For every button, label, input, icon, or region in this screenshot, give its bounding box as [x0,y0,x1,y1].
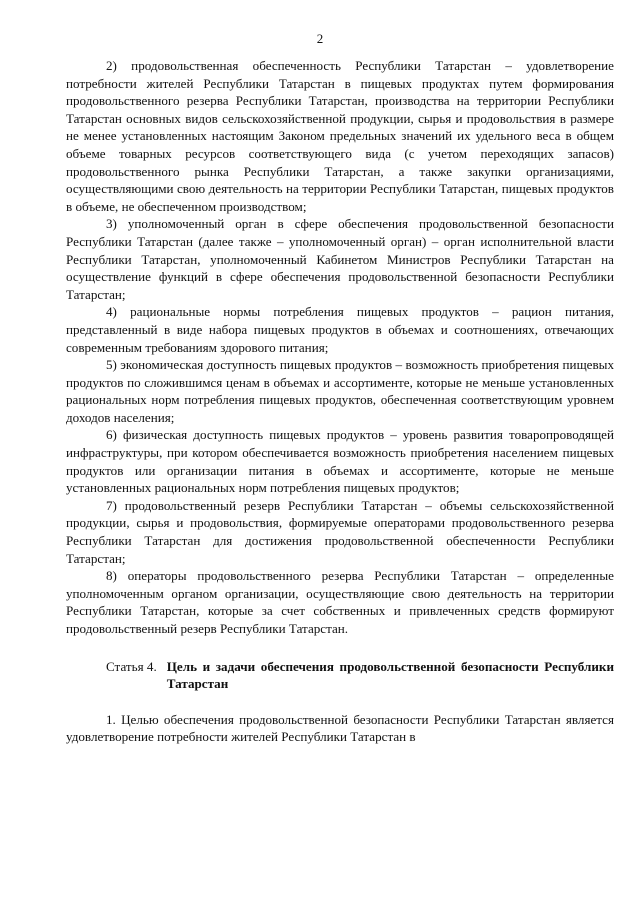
definition-paragraph: 3) уполномоченный орган в сфере обеспечения продовольственной безопасности Республики Татарстан (далее также – уполномоченный орган) – орган исполнительной власти Республики Татарстан, уполномоченный Кабинетом Министров Республики Татарстан на осуществление функций в сфере обеспечения продовольственной безопасности Республики Татарстан; [66,216,614,302]
article-paragraph: 1. Целью обеспечения продовольственной безопасности Республики Татарстан является удовлетворение потребности жителей Республики Татарстан в [66,711,614,745]
article-title: Цель и задачи обеспечения продовольственной безопасности Республики Татарстан [166,658,614,692]
article-heading [66,658,614,693]
article-label: Статья 4. [106,658,157,674]
page-number: 2 [316,31,324,46]
definition-paragraph: 4) рациональные нормы потребления пищевых продуктов – рацион питания, представленный в виде набора пищевых продуктов в объемах и соотношениях, отвечающих современным требованиям здорового питания; [66,304,614,355]
document-body [66,57,614,746]
definition-paragraph: 7) продовольственный резерв Республики Татарстан – объемы сельскохозяйственной продукции, сырья и продовольствия, формируемые операторами продовольственного резерва Республики Татарстан для достижения продовольственной обеспеченности Республики Татарстан; [66,497,614,566]
definition-paragraph: 5) экономическая доступность пищевых продуктов – возможность приобретения пищевых продуктов по сложившимся ценам в объемах и ассортименте, которые не меньше установленных рациональных норм потребления пищевых продуктов, обеспеченная соответствующим уровнем доходов населения; [66,357,614,425]
definition-paragraph: 2) продовольственная обеспеченность Республики Татарстан – удовлетворение потребности жителей Республики Татарстан в пищевых продуктах путем формирования продовольственного резерва Республики Татарстан, производства на территории Республики Татарстан основных видов сельскохозяйственной продукции, сырья и продовольствия в размере не менее установленных настоящим Законом предельных значений их удельного веса в общем объеме товарных ресурсов соответствующего вида (с учетом переходящих запасов) продовольственного рынка Республики Татарстан, а также закупки организациями, осуществляющими свою деятельность на территории Республики Татарстан, пищевых продуктов в объеме, не обеспеченном производством; [66,58,614,214]
definition-paragraph: 6) физическая доступность пищевых продуктов – уровень развития товаропроводящей инфраструктуры, при котором обеспечивается возможность приобретения населением пищевых продуктов или организации питания в объемах и ассортименте, которые не меньше установленных рациональных норм потребления пищевых продуктов; [66,427,614,496]
definition-paragraph: 8) операторы продовольственного резерва Республики Татарстан – определенные уполномоченным органом организации, осуществляющие свою деятельность на территории Республики Татарстан, которые за счет собственных и привлеченных средств формируют продовольственный резерв Республики Татарстан. [66,568,614,636]
